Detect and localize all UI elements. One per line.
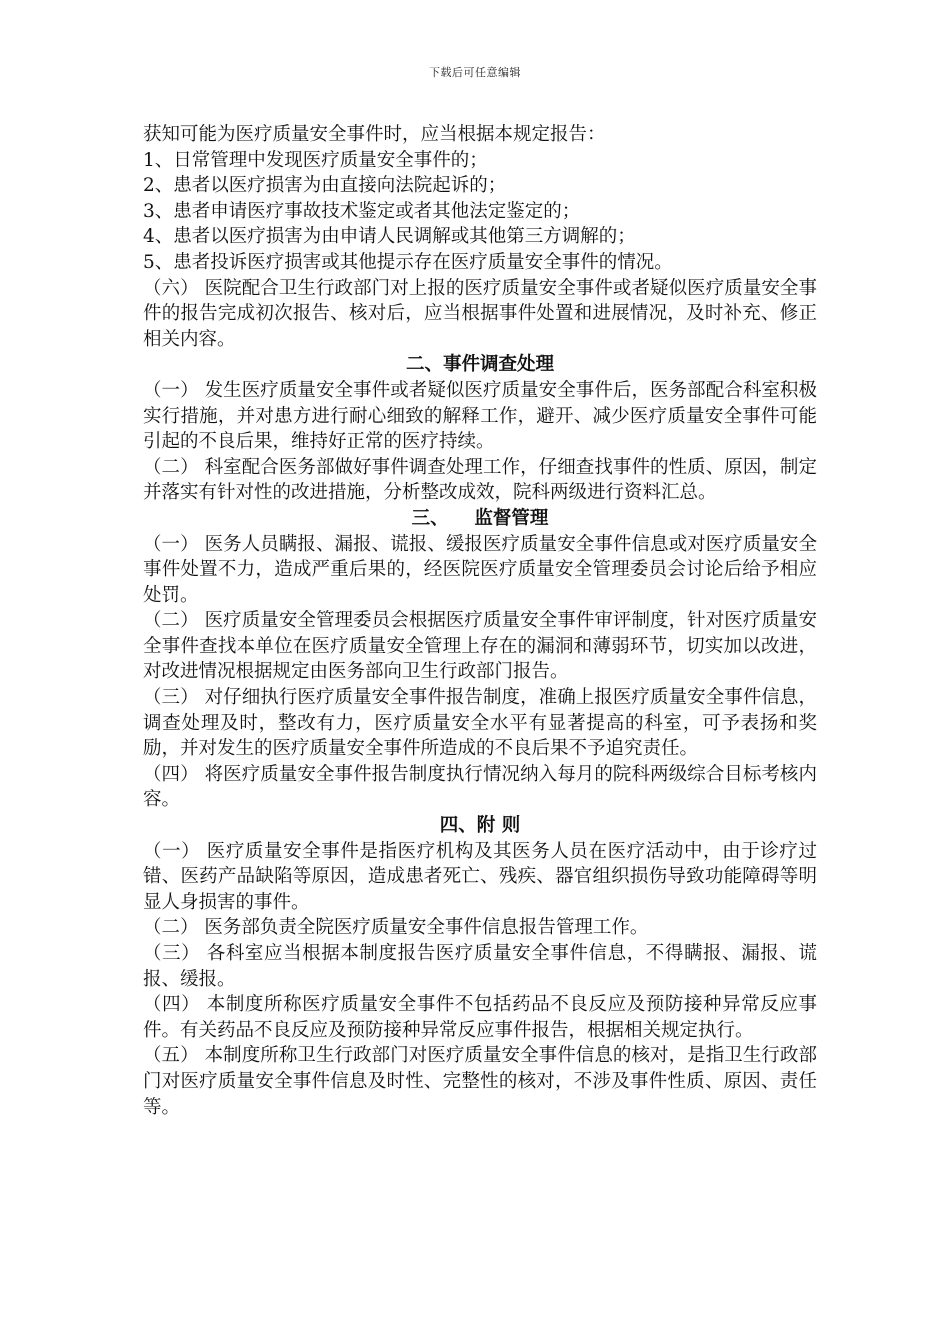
paragraph: （二） 科室配合医务部做好事件调查处理工作，仔细查找事件的性质、原因，制定并落实有针对性的改进措施，分析整改成效，院科两级进行资料汇总。 xyxy=(143,456,817,504)
list-item: 4、患者以医疗损害为由申请人民调解或其他第三方调解的； xyxy=(143,226,636,248)
paragraph: （一） 发生医疗质量安全事件或者疑似医疗质量安全事件后，医务部配合科室积极实行措施，并对患方进行耐心细致的解释工作，避开、减少医疗质量安全事件可能引起的不良后果，维持好正常的医疗持续。 xyxy=(143,379,817,453)
page-header: 下载后可任意编辑 xyxy=(429,66,521,79)
paragraph: （五） 本制度所称卫生行政部门对医疗质量安全事件信息的核对，是指卫生行政部门对医疗质量安全事件信息及时性、完整性的核对，不涉及事件性质、原因、责任等。 xyxy=(143,1045,817,1118)
list-item: 5、患者投诉医疗损害或其他提示存在医疗质量安全事件的情况。 xyxy=(143,251,673,273)
paragraph: （四） 将医疗质量安全事件报告制度执行情况纳入每月的院科两级综合目标考核内容。 xyxy=(143,763,817,811)
paragraph: （六） 医院配合卫生行政部门对上报的医疗质量安全事件或者疑似医疗质量安全事件的报告完成初次报告、核对后，应当根据事件处置和进展情况，及时补充、修正相关内容。 xyxy=(143,277,817,350)
paragraph: （三） 对仔细执行医疗质量安全事件报告制度，准确上报医疗质量安全事件信息，调查处理及时，整改有力，医疗质量安全水平有显著提高的科室，可予表扬和奖励，并对发生的医疗质量安全事件所造成的不良后果不予追究责任。 xyxy=(143,687,817,760)
paragraph: （二） 医务部负责全院医疗质量安全事件信息报告管理工作。 xyxy=(143,917,649,939)
paragraph: （四） 本制度所称医疗质量安全事件不包括药品不良反应及预防接种异常反应事件。有关药品不良反应及预防接种异常反应事件报告，根据相关规定执行。 xyxy=(143,994,817,1041)
paragraph: （二） 医疗质量安全管理委员会根据医疗质量安全事件审评制度，针对医疗质量安全事件查找本单位在医疗质量安全管理上存在的漏洞和薄弱环节，切实加以改进，对改进情况根据规定由医务部向卫生行政部门报告。 xyxy=(143,610,817,683)
document-body xyxy=(143,122,817,1120)
list-item: 1、日常管理中发现医疗质量安全事件的； xyxy=(143,149,488,171)
section-heading: 二、事件调查处理 xyxy=(405,354,554,376)
paragraph: （一） 医疗质量安全事件是指医疗机构及其医务人员在医疗活动中，由于诊疗过错、医药产品缺陷等原因，造成患者死亡、残疾、器官组织损伤导致功能障碍等明显人身损害的事件。 xyxy=(143,840,817,913)
paragraph: （三） 各科室应当根据本制度报告医疗质量安全事件信息，不得瞒报、漏报、谎报、缓报。 xyxy=(143,943,817,990)
paragraph: （一） 医务人员瞒报、漏报、谎报、缓报医疗质量安全事件信息或对医疗质量安全事件处置不力，造成严重后果的，经医院医疗质量安全管理委员会讨论后给予相应处罚。 xyxy=(143,533,817,606)
intro-paragraph: 获知可能为医疗质量安全事件时，应当根据本规定报告： xyxy=(143,124,606,145)
list-item: 2、患者以医疗损害为由直接向法院起诉的； xyxy=(143,175,507,197)
section-heading: 四、附 则 xyxy=(439,815,521,837)
section-heading: 三、 监督管理 xyxy=(411,507,549,529)
list-item: 3、患者申请医疗事故技术鉴定或者其他法定鉴定的； xyxy=(143,200,581,222)
